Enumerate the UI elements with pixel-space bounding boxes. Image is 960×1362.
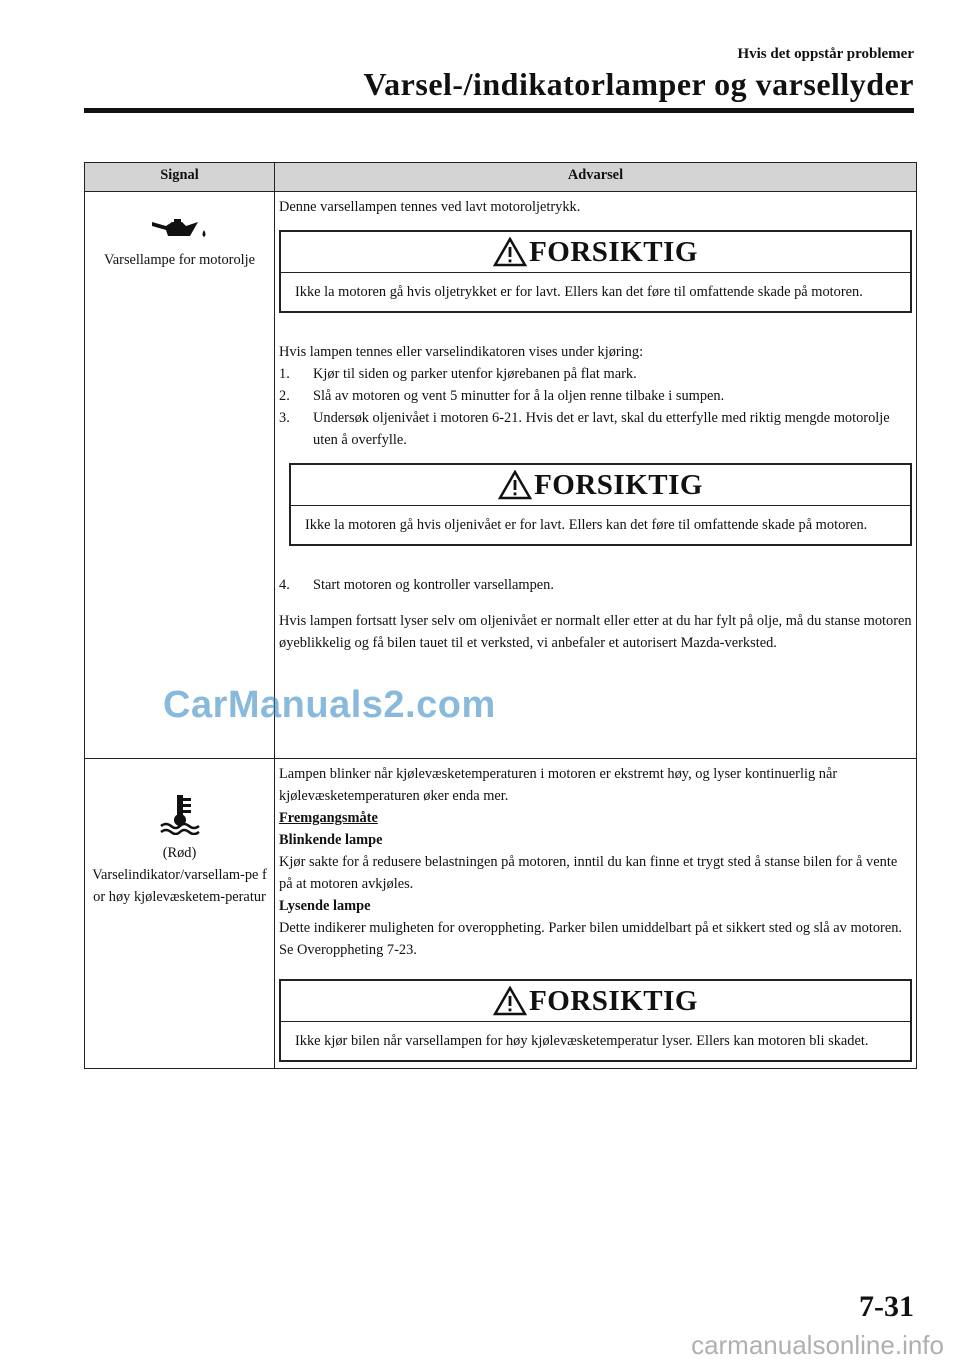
list-number: 1. [279,366,290,382]
procedure-heading: Fremgangsmåte [279,810,378,826]
subheading: Lysende lampe [279,898,371,914]
caution-heading: FORSIKTIG [534,469,703,501]
signal-label: Varselindikator/varsellam-pe for høy kjølevæsketem-peratur [92,867,267,905]
list-item [279,363,912,385]
table-row [85,192,917,759]
signal-color-label: (Rød) [162,845,197,861]
paragraph: Hvis lampen fortsatt lyser selv om oljenivået er normalt eller etter at du har fylt på olje, må du stanse motoren øyeblikkelig og få bilen tauet til et verksted, vi anbefaler et autorisert Mazda-verksted. [279,613,912,651]
caution-text: Ikke la motoren gå hvis oljenivået er for lavt. Ellers kan det føre til omfattende skade på motoren. [305,517,868,533]
list-text: Kjør til siden og parker utenfor kjørebanen på flat mark. [313,366,637,382]
column-header-signal: Signal [85,163,275,192]
caution-header [281,981,910,1022]
list-item [279,385,912,407]
list-number: 3. [279,410,290,426]
oil-can-icon [91,216,268,249]
caution-box [279,979,912,1062]
table-header-row [85,163,917,192]
header-rule [84,108,914,113]
list-text: Slå av motoren og vent 5 minutter for å la oljen renne tilbake i sumpen. [313,388,725,404]
caution-box [279,230,912,313]
section-heading: Hvis det oppstår problemer [737,46,914,62]
list-text: Undersøk oljenivået i motoren 6-21. Hvis det er lavt, skal du etterfylle med riktig mengde motorolje uten å overfylle. [313,410,890,448]
caution-box [289,463,912,546]
table-row [85,759,917,1069]
list-item [279,574,912,596]
paragraph: Denne varsellampen tennes ved lavt motoroljetrykk. [279,199,581,215]
page-number: 7-31 [859,1290,914,1323]
warning-cell-oil [275,192,917,759]
subheading: Blinkende lampe [279,832,383,848]
signal-table [84,162,917,1069]
coolant-temperature-icon [91,793,268,842]
caution-heading: FORSIKTIG [529,985,698,1017]
caution-text: Ikke kjør bilen når varsellampen for høy kjølevæsketemperatur lyser. Ellers kan motoren bli skadet. [295,1033,869,1049]
page-title: Varsel-/indikatorlamper og varsellyder [363,66,914,102]
cross-reference: Se Overoppheting 7-23. [279,942,417,958]
caution-header [281,232,910,273]
warning-triangle-icon [498,470,532,500]
paragraph: Dette indikerer muligheten for overoppheting. Parker bilen umiddelbart på et sikkert sted og slå av motoren. [279,920,903,936]
caution-header [291,465,910,506]
watermark-logo: CarManuals2.com [163,684,496,726]
caution-text: Ikke la motoren gå hvis oljetrykket er for lavt. Ellers kan det føre til omfattende skade på motoren. [295,284,863,300]
warning-triangle-icon [493,986,527,1016]
list-number: 4. [279,577,290,593]
signal-cell-oil [85,192,275,759]
footer-site-link[interactable]: carmanualsonline.info [691,1330,944,1360]
warning-cell-coolant [275,759,917,1069]
list-item [279,407,912,451]
warning-triangle-icon [493,237,527,267]
paragraph: Lampen blinker når kjølevæsketemperaturen i motoren er ekstremt høy, og lyser kontinuerlig når kjølevæsketemperaturen øker enda mer. [279,766,838,804]
column-header-warning: Advarsel [275,163,917,192]
list-text: Start motoren og kontroller varsellampen. [313,577,554,593]
signal-cell-coolant [85,759,275,1069]
paragraph: Kjør sakte for å redusere belastningen på motoren, inntil du kan finne et trygt sted å stanse bilen for å vente på at motoren avkjøles. [279,854,898,892]
signal-label: Varsellampe for motorolje [103,252,256,268]
paragraph: Hvis lampen tennes eller varselindikatoren vises under kjøring: [279,344,644,360]
caution-heading: FORSIKTIG [529,236,698,268]
list-number: 2. [279,388,290,404]
